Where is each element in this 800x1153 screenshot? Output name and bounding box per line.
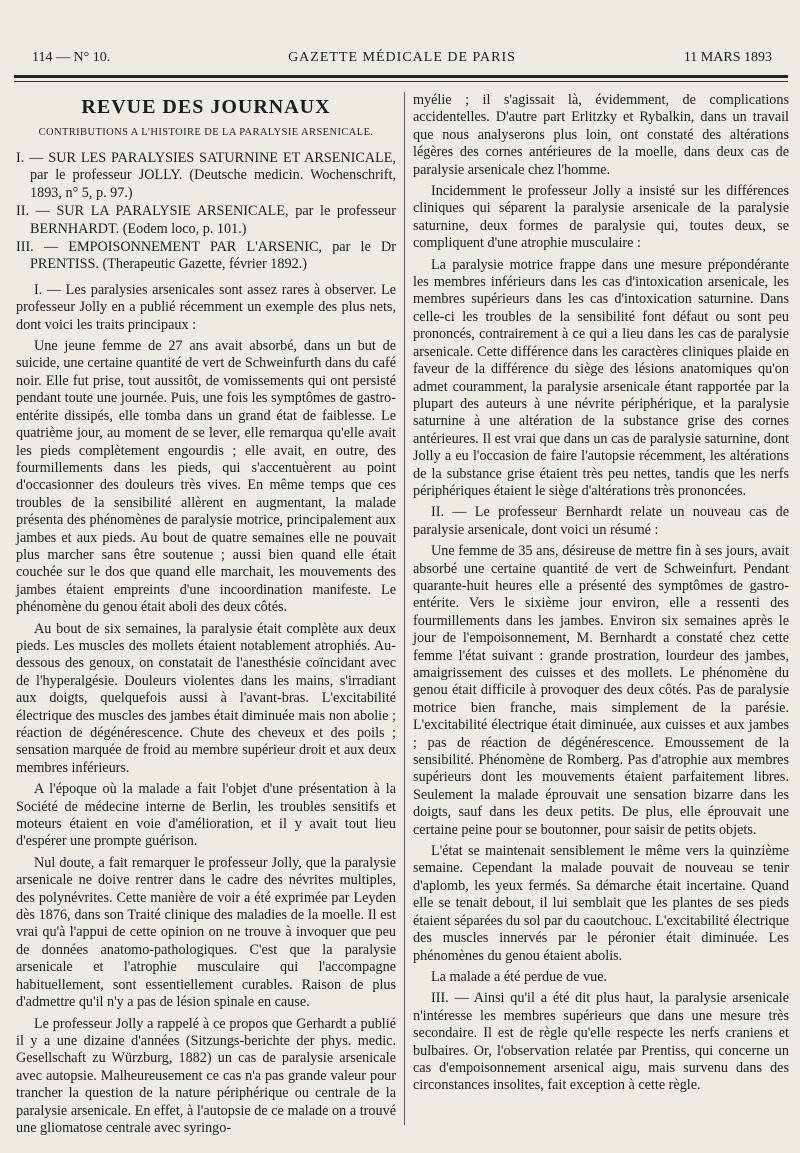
body-paragraph: La paralysie motrice frappe dans une mesure prépondérante les membres inférieurs dans les cas d'intoxication arsenicale, les membres supérieurs dans les cas d'intoxication saturnine. Dans celle-ci les troubles de la sensibilité font défaut ou sont peu prononcés, contrairement à ce qui a lieu dans les cas de paralysie arsenicale. Cette différence dans les caractères cliniques plaide en faveur de la différence du siège des lésions anatomiques qu'on admet couramment, la paralysie arsenicale étant rapportée par la plupart des auteurs à une névrite périphérique, et la paralysie saturnine à une altération de la substance grise des cornes antérieures. Il est vrai que dans un cas de paralysie saturnine, dont Jolly a eu l'occasion de faire l'autopsie récemment, les altérations de la substance grise étaient très peu nettes, tandis que les nerfs périphériques étaient le siège d'altérations très prononcées. <box>413 256 789 499</box>
body-paragraph: I. — Les paralysies arsenicales sont assez rares à observer. Le professeur Jolly en a publié récemment un exemple des plus nets, dont voici les traits principaux : <box>16 281 396 333</box>
body-paragraph-continuation: myélie ; il s'agissait là, évidemment, de complications accidentelles. D'autre part Erlitzky et Rybalkin, dans un travail que nous analyserons plus loin, ont constaté des altérations légères des cornes antérieures de la moelle, dans deux cas de paralysie arsenicale chez l'homme. <box>413 92 789 178</box>
body-paragraph: Nul doute, a fait remarquer le professeur Jolly, que la paralysie arsenicale ne doive rentrer dans le cadre des névrites multiples, des polynévrites. Cette manière de voir a été exprimée par Leyden dès 1876, dans son Traité clinique des maladies de la moelle. Il est vrai qu'à l'appui de cette opinion on ne trouve à invoquer que peu de données anatomo-pathologiques. C'est que la paralysie arsenicale et l'atrophie musculaire qui l'accompagne habituellement, sont essentiellement curables. Raison de plus d'admettre qu'il n'y a pas de lésion spinale en cause. <box>16 854 396 1011</box>
body-paragraph: Incidemment le professeur Jolly a insisté sur les différences cliniques qui séparent la paralysie arsenicale de la paralysie saturnine, deux formes de paralysie qui, toutes deux, se compliquent d'une atrophie musculaire : <box>413 183 789 252</box>
reference-item: III. — EMPOISONNEMENT PAR L'ARSENIC, par le Dr PRENTISS. (Therapeutic Gazette, février 1892.) <box>16 239 396 273</box>
column-divider <box>404 92 405 1125</box>
body-paragraph: Une jeune femme de 27 ans avait absorbé, dans un but de suicide, une certaine quantité de vert de Schweinfurth dans du café noir. Elle fut prise, tout aussitôt, de vomissements qui ont persisté pendant toute une journée. Puis, une fois les symptômes de gastro-entérite dissipés, elle tomba dans un grand état de faiblesse. Le quatrième jour, au moment de se lever, elle remarqua qu'elle avait les pieds complètement engourdis ; elle avait, en outre, des fourmillements dans les pieds, qui s'accentuèrent au point d'occasionner des douleurs très vives. En même temps que ces troubles de la sensibilité allèrent en augmentant, la malade présenta des phénomènes de paralysie motrice, principalement aux jambes et aux pieds. Au bout de quatre semaines elle ne pouvait plus marcher sans être soutenue ; aussi bien quand elle était couchée sur le dos que quand elle marchait, les mouvements des jambes étaient empreints d'une incoordination manifeste. Le phénomène du genou était aboli des deux côtés. <box>16 338 396 616</box>
left-column <box>16 92 396 1141</box>
body-paragraph: La malade a été perdue de vue. <box>431 968 608 985</box>
body-paragraph: Une femme de 35 ans, désireuse de mettre fin à ses jours, avait absorbé une certaine quantité de vert de Schweinfurt. Pendant quarante-huit heures elle a présenté des symptômes de gastro-entérite. Vers le sixième jour environ, elle a ressenti des fourmillements dans les jambes. Environ six semaines après le jour de l'empoisonnement, M. Bernhardt a constaté chez cette femme l'état suivant : grande prostration, lourdeur des jambes, amaigrissement des cuisses et des mollets. Le phénomène du genou était difficile à provoquer des deux côtés. Pas de paralysie motrice bien franche, mais simplement de la parésie. L'excitabilité électrique était diminuée, aux cuisses et aux jambes ; pas de réaction de dégénérescence. Emoussement de la sensibilité. Phénomène de Romberg. Pas d'atrophie aux membres supérieurs dont les mouvements étaient parfaitement libres. Seulement la malade éprouvait une sensation bizarre dans les doigts, sauf dans les deux petits. De plus, elle éprouvait une certaine peine pour se boutonner, pour saisir de petits objets. <box>413 543 789 838</box>
body-paragraph: Le professeur Jolly a rappelé à ce propos que Gerhardt a publié il y a une dizaine d'années (Sitzungs-berichte der phys. medic. Gesellschaft zu Würzburg, 1882) un cas de paralysie arsenicale avec autopsie. Malheureusement ce cas n'a pas grande valeur pour trancher la question de la nature périphérique ou centrale de la paralysie arsenicale. En effet, à l'autopsie de ce malade on a trouvé une gliomatose centrale avec syringo- <box>16 1015 396 1136</box>
header-rule-thin <box>14 81 788 82</box>
running-head <box>32 50 772 72</box>
reference-item: II. — SUR LA PARALYSIE ARSENICALE, par le professeur BERNHARDT. (Eodem loco, p. 101.) <box>16 203 396 237</box>
journal-title: GAZETTE MÉDICALE DE PARIS <box>288 50 516 65</box>
issue-date: 11 MARS 1893 <box>683 50 772 65</box>
body-paragraph: II. — Le professeur Bernhardt relate un nouveau cas de paralysie arsenicale, dont voici un résumé : <box>413 504 789 538</box>
body-paragraph: A l'époque où la malade a fait l'objet d'une présentation à la Société de médecine interne de Berlin, les troubles sensitifs et moteurs étaient en voie d'amélioration, et il y avait tout lieu d'espérer une prompte guérison. <box>16 781 396 850</box>
body-paragraph: III. — Ainsi qu'il a été dit plus haut, la paralysie arsenicale n'intéresse les membres supérieurs que dans une mesure très secondaire. Il est de règle qu'elle respecte les nerfs craniens et bulbaires. Or, l'observation relatée par Prentiss, qui concerne un cas d'empoisonnement arsenical aigu, mais survenu dans des circonstances insolites, fait exception à cette règle. <box>413 990 789 1094</box>
section-title: REVUE DES JOURNAUX <box>81 96 331 118</box>
right-column <box>413 92 789 1099</box>
section-subtitle: CONTRIBUTIONS A L'HISTOIRE DE LA PARALYSIE ARSENICALE. <box>38 127 374 138</box>
body-paragraph: L'état se maintenait sensiblement le même vers la quinzième semaine. Cependant la malade pouvait de nouveau se tenir d'aplomb, les yeux fermés. Sa démarche était incertaine. Quand elle se tenait debout, il lui semblait que les plantes de ses pieds étaient séparées du sol par du caoutchouc. L'excitabilité électrique des muscles innervés par le péronier était diminuée. Les phénomènes du genou étaient abolis. <box>413 843 789 964</box>
body-paragraph: Au bout de six semaines, la paralysie était complète aux deux pieds. Les muscles des mollets étaient notablement atrophiés. Au-dessous des genoux, on constatait de l'anesthésie coïncidant avec de l'hyperalgésie. Douleurs violentes dans les mains, s'irradiant aux doigts, quelquefois aussi à l'avant-bras. L'excitabilité électrique des muscles des jambes était diminuée mais non abolie ; réaction de dégénérescence. Chute des cheveux et des poils ; sensation marquée de froid au membre supérieur droit et aux deux membres inférieurs. <box>16 620 396 776</box>
reference-item: I. — SUR LES PARALYSIES SATURNINE ET ARSENICALE, par le professeur JOLLY. (Deutsche medicin. Wochenschrift, 1893, n° 5, p. 97.) <box>16 150 396 201</box>
header-rule-thick <box>14 75 788 78</box>
page-issue-number: 114 — N° 10. <box>32 50 111 65</box>
